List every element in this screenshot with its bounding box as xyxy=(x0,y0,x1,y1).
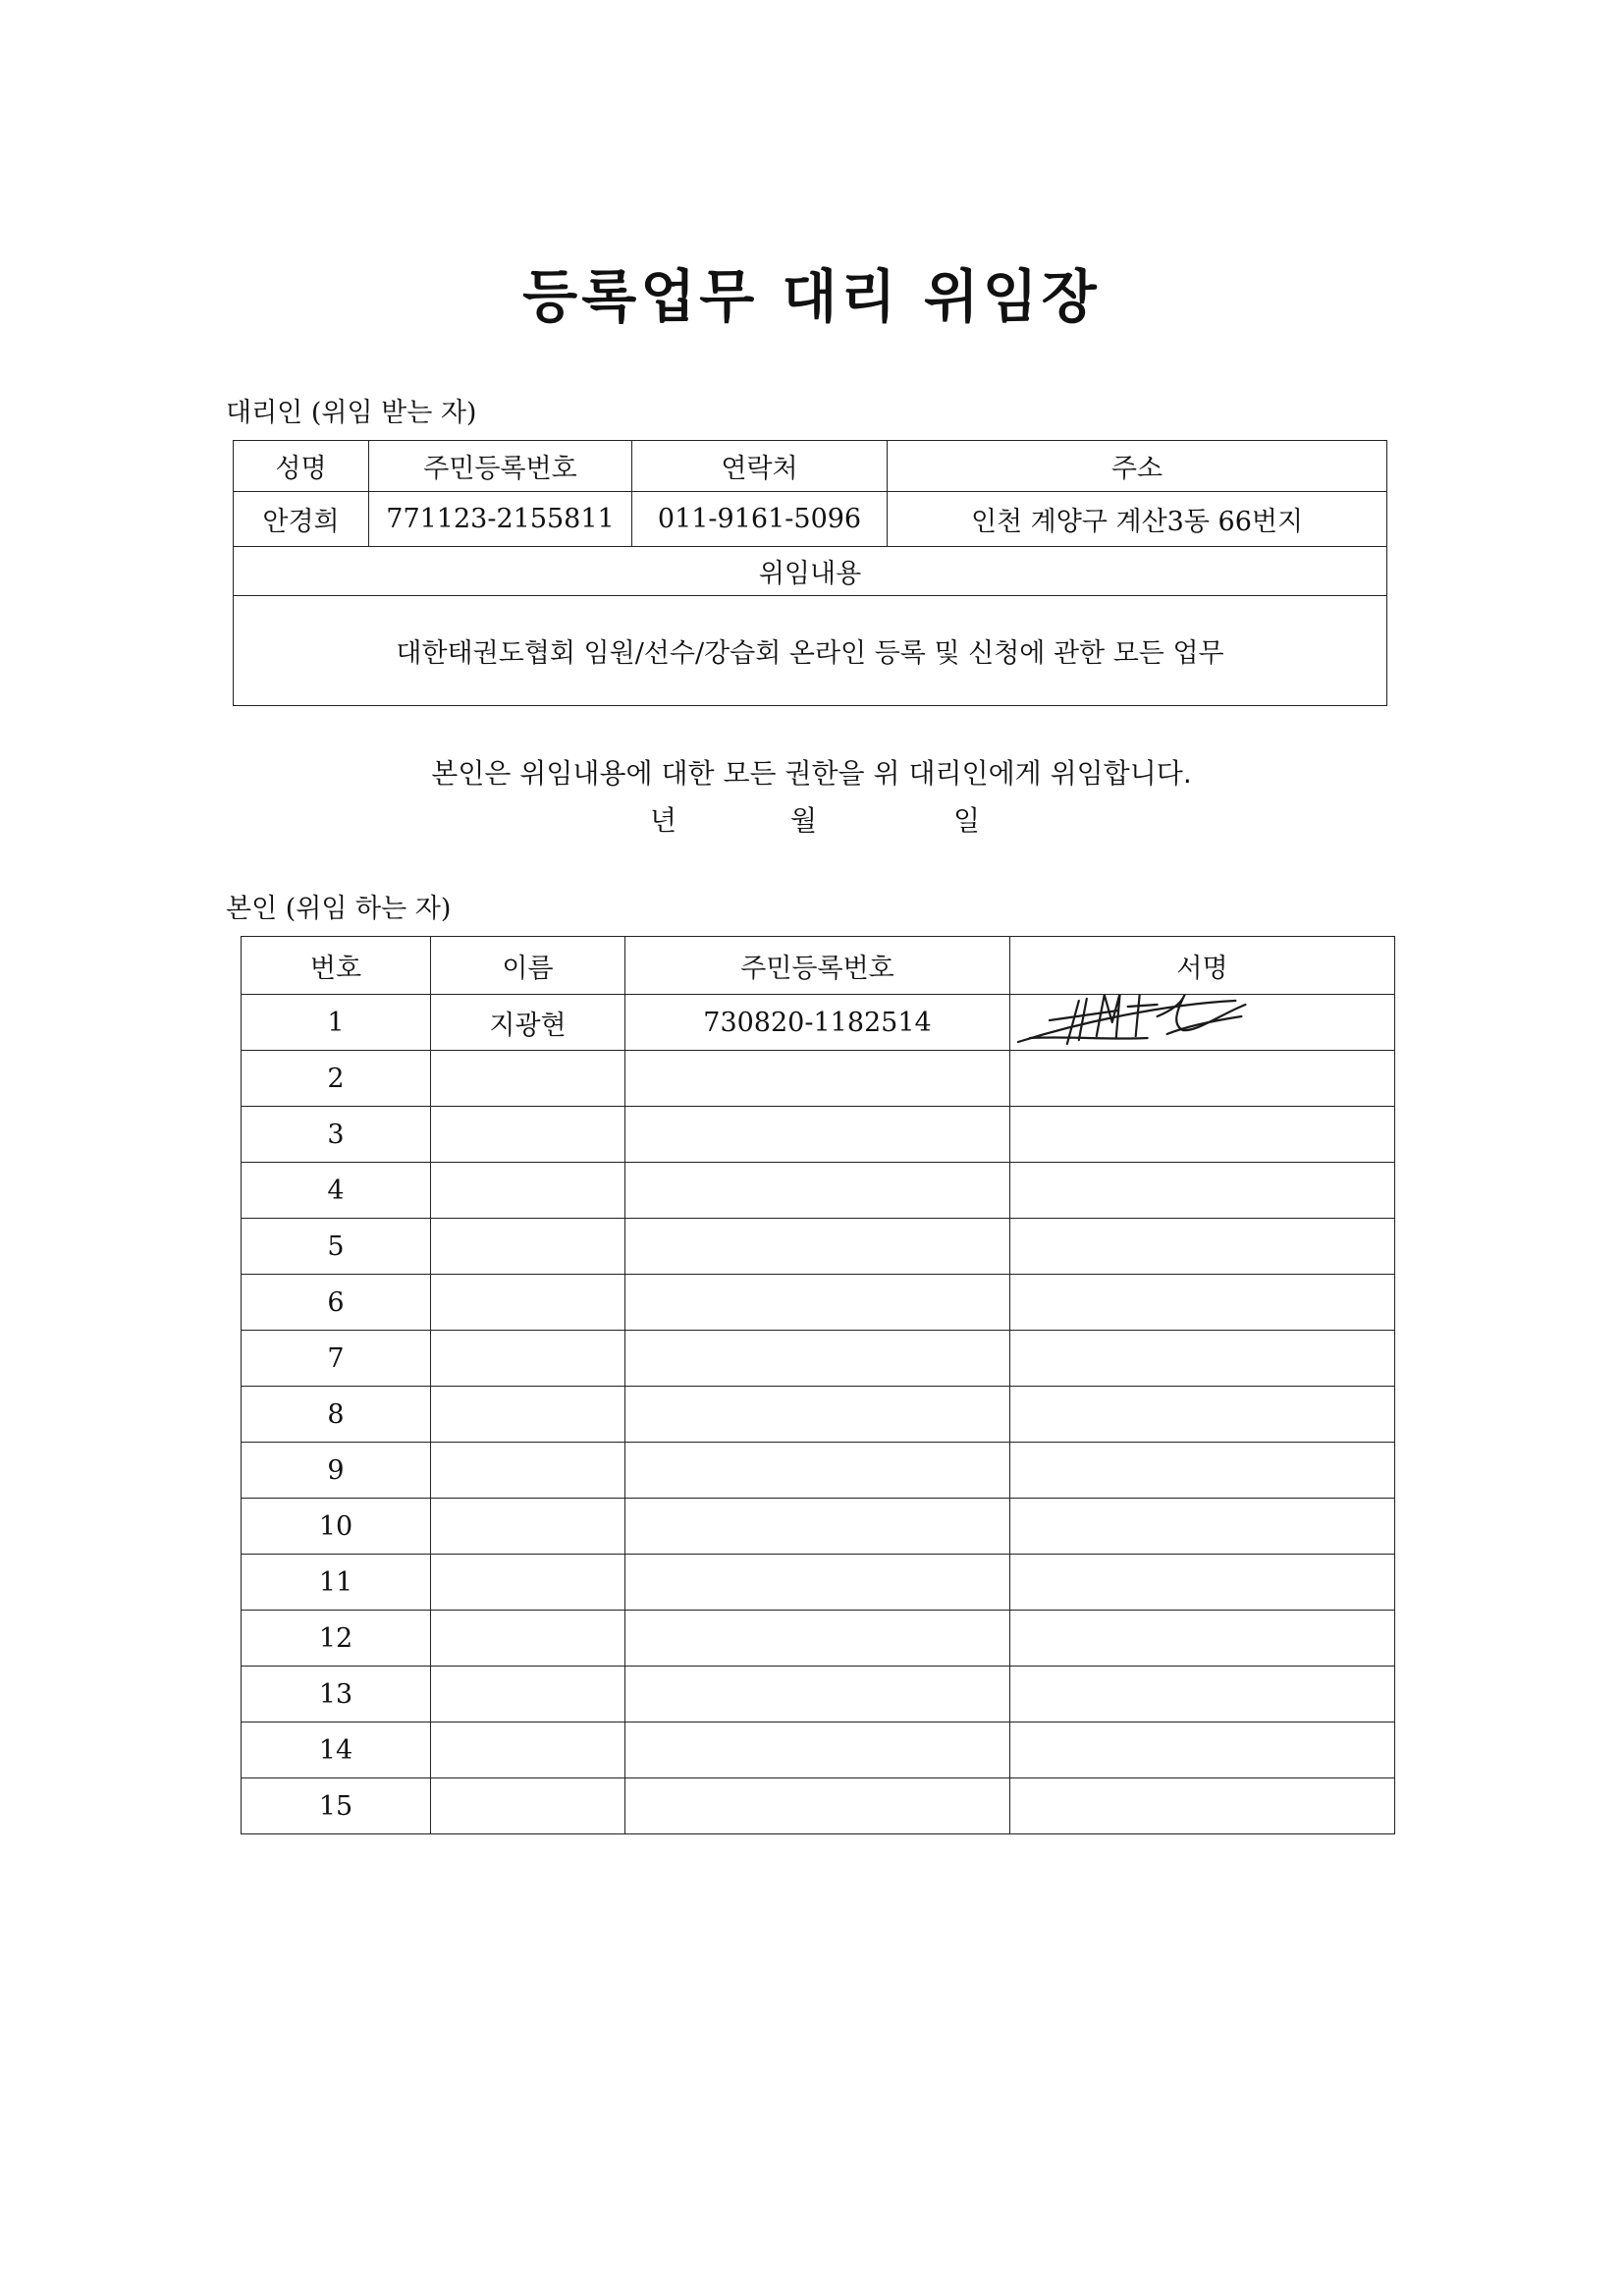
row-name xyxy=(431,1331,625,1387)
header-name: 성명 xyxy=(234,441,369,492)
row-number: 3 xyxy=(242,1107,431,1163)
header-phone: 연락처 xyxy=(632,441,888,492)
table-row xyxy=(242,1667,1395,1722)
principal-table xyxy=(241,936,1395,1834)
header-number: 번호 xyxy=(242,937,431,995)
date-year: 년 xyxy=(650,804,677,837)
header-principal-name: 이름 xyxy=(431,937,625,995)
delegation-content-row xyxy=(234,596,1387,706)
agent-name: 안경희 xyxy=(234,492,369,547)
table-row xyxy=(242,1499,1395,1555)
row-name xyxy=(431,1051,625,1107)
row-signature xyxy=(1010,1667,1395,1722)
row-name xyxy=(431,1443,625,1499)
row-resident-number: 730820-1182514 xyxy=(625,995,1010,1051)
row-number: 14 xyxy=(242,1722,431,1778)
delegation-statement: 본인은 위임내용에 대한 모든 권한을 위 대리인에게 위임합니다. xyxy=(431,757,1192,790)
document-title: 등록업무 대리 위임장 xyxy=(522,263,1101,330)
row-signature xyxy=(1010,1499,1395,1555)
agent-data-row xyxy=(234,492,1387,547)
agent-address: 인천 계양구 계산3동 66번지 xyxy=(888,492,1387,547)
table-row xyxy=(242,1611,1395,1667)
row-name xyxy=(431,1778,625,1834)
agent-table xyxy=(233,440,1387,706)
row-name xyxy=(431,1611,625,1667)
row-signature xyxy=(1010,1722,1395,1778)
row-resident-number xyxy=(625,1219,1010,1275)
header-address: 주소 xyxy=(888,441,1387,492)
row-number: 11 xyxy=(242,1555,431,1611)
delegation-header-row xyxy=(234,547,1387,596)
row-number: 1 xyxy=(242,995,431,1051)
row-resident-number xyxy=(625,1667,1010,1722)
row-resident-number xyxy=(625,1107,1010,1163)
row-number: 9 xyxy=(242,1443,431,1499)
agent-resident-number: 771123-2155811 xyxy=(369,492,632,547)
row-resident-number xyxy=(625,1778,1010,1834)
date-month: 월 xyxy=(790,804,818,837)
agent-section-label: 대리인 (위임 받는 자) xyxy=(226,398,477,428)
row-name: 지광현 xyxy=(431,995,625,1051)
row-signature xyxy=(1010,995,1395,1051)
row-signature xyxy=(1010,1778,1395,1834)
row-signature xyxy=(1010,1051,1395,1107)
table-row xyxy=(242,1387,1395,1443)
row-name xyxy=(431,1107,625,1163)
row-signature xyxy=(1010,1219,1395,1275)
header-principal-resident-number: 주민등록번호 xyxy=(625,937,1010,995)
table-row xyxy=(242,1722,1395,1778)
row-number: 7 xyxy=(242,1331,431,1387)
principal-section-label: 본인 (위임 하는 자) xyxy=(226,894,452,924)
row-name xyxy=(431,1163,625,1219)
table-row xyxy=(242,1275,1395,1331)
row-name xyxy=(431,1219,625,1275)
row-name xyxy=(431,1555,625,1611)
row-resident-number xyxy=(625,1722,1010,1778)
row-resident-number xyxy=(625,1387,1010,1443)
row-name xyxy=(431,1667,625,1722)
principal-header-row xyxy=(242,937,1395,995)
table-row xyxy=(242,1555,1395,1611)
row-resident-number xyxy=(625,1331,1010,1387)
row-resident-number xyxy=(625,1555,1010,1611)
row-signature xyxy=(1010,1443,1395,1499)
table-row xyxy=(242,1163,1395,1219)
row-number: 13 xyxy=(242,1667,431,1722)
header-resident-number: 주민등록번호 xyxy=(369,441,632,492)
table-row xyxy=(242,1443,1395,1499)
row-number: 2 xyxy=(242,1051,431,1107)
table-row xyxy=(242,995,1395,1051)
row-resident-number xyxy=(625,1499,1010,1555)
date-day: 일 xyxy=(953,804,981,837)
row-name xyxy=(431,1722,625,1778)
row-signature xyxy=(1010,1107,1395,1163)
row-name xyxy=(431,1275,625,1331)
row-number: 8 xyxy=(242,1387,431,1443)
row-resident-number xyxy=(625,1443,1010,1499)
row-name xyxy=(431,1499,625,1555)
delegation-content: 대한태권도협회 임원/선수/강습회 온라인 등록 및 신청에 관한 모든 업무 xyxy=(234,596,1387,706)
row-signature xyxy=(1010,1611,1395,1667)
row-signature xyxy=(1010,1387,1395,1443)
delegation-header: 위임내용 xyxy=(234,547,1387,596)
row-signature xyxy=(1010,1555,1395,1611)
row-resident-number xyxy=(625,1611,1010,1667)
agent-header-row xyxy=(234,441,1387,492)
row-number: 6 xyxy=(242,1275,431,1331)
row-number: 4 xyxy=(242,1163,431,1219)
table-row xyxy=(242,1107,1395,1163)
header-signature: 서명 xyxy=(1010,937,1395,995)
row-number: 5 xyxy=(242,1219,431,1275)
row-resident-number xyxy=(625,1275,1010,1331)
row-name xyxy=(431,1387,625,1443)
table-row xyxy=(242,1219,1395,1275)
agent-phone: 011-9161-5096 xyxy=(632,492,888,547)
row-signature xyxy=(1010,1331,1395,1387)
handwritten-signature xyxy=(1010,995,1394,1051)
row-resident-number xyxy=(625,1163,1010,1219)
row-number: 10 xyxy=(242,1499,431,1555)
table-row xyxy=(242,1331,1395,1387)
row-number: 12 xyxy=(242,1611,431,1667)
row-signature xyxy=(1010,1163,1395,1219)
table-row xyxy=(242,1778,1395,1834)
row-resident-number xyxy=(625,1051,1010,1107)
table-row xyxy=(242,1051,1395,1107)
row-number: 15 xyxy=(242,1778,431,1834)
row-signature xyxy=(1010,1275,1395,1331)
